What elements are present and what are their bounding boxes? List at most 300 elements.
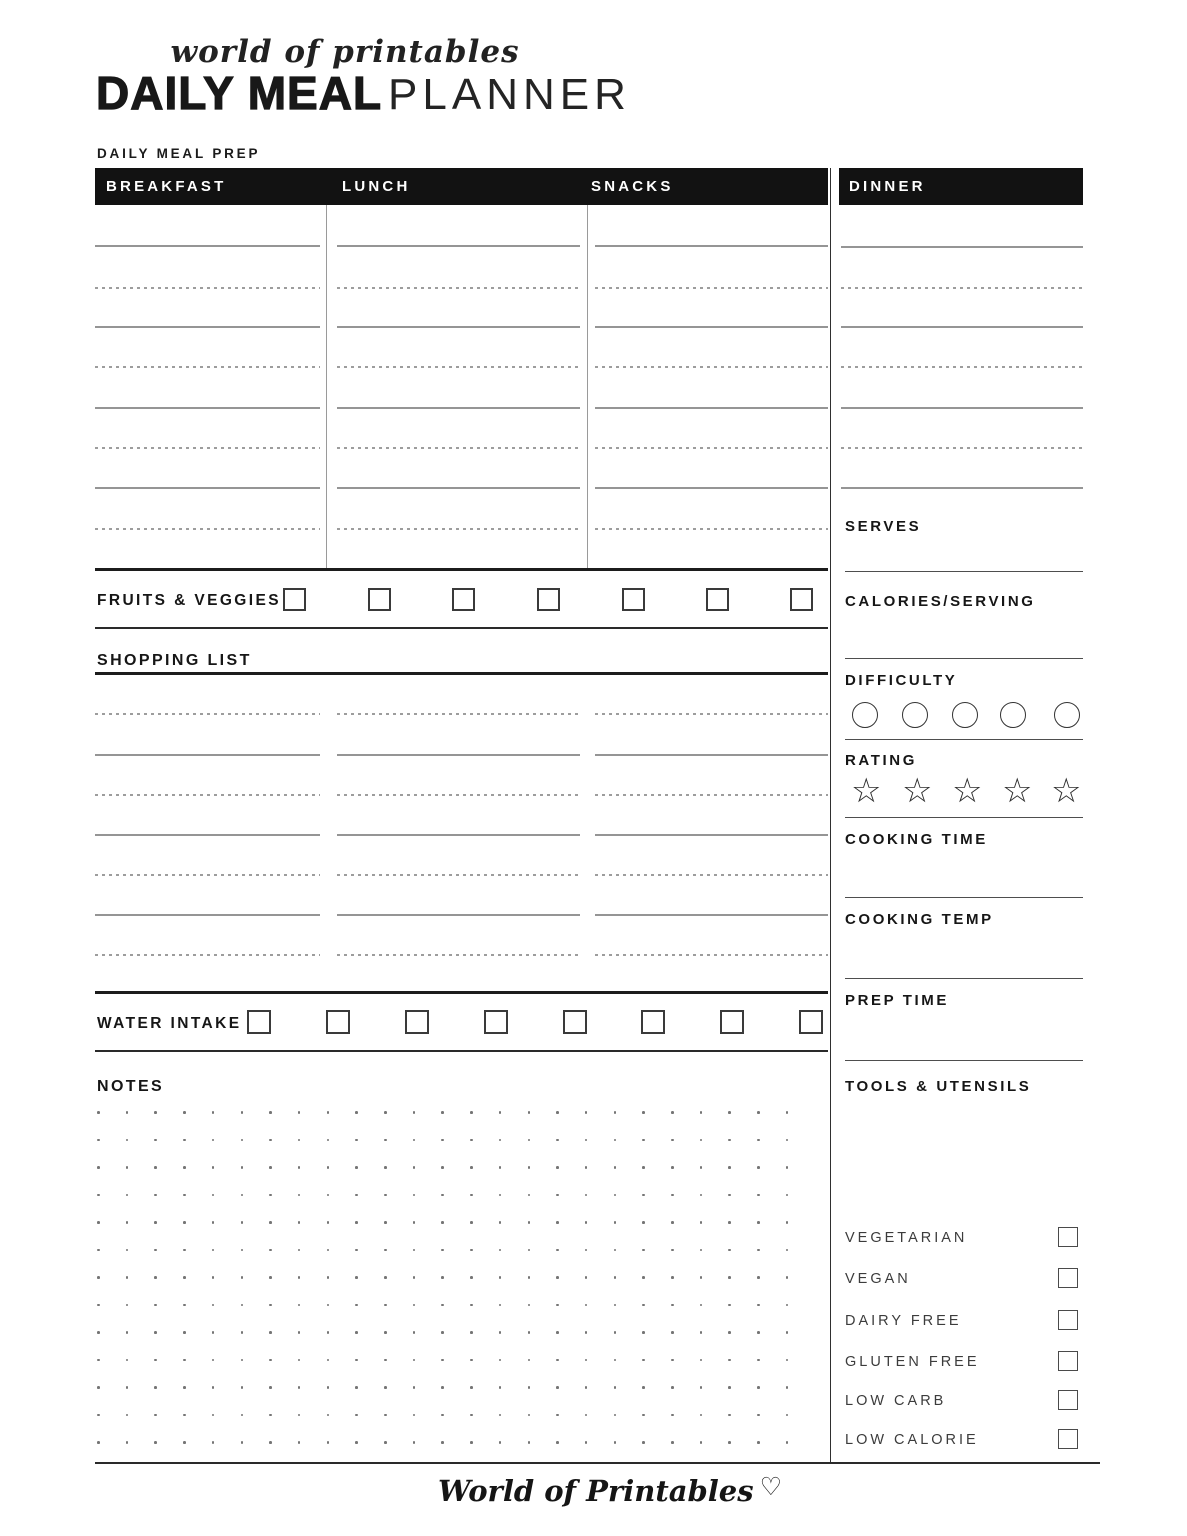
note-dot: [757, 1221, 760, 1224]
note-dot: [528, 1304, 531, 1307]
note-dot: [757, 1139, 760, 1142]
note-dot: [269, 1441, 272, 1444]
shopping-list-writing-line: [595, 914, 828, 916]
note-dot: [355, 1194, 358, 1197]
difficulty-circle[interactable]: [952, 702, 978, 728]
prep-time-label: PREP TIME: [845, 992, 949, 1009]
note-dot: [528, 1359, 531, 1362]
note-dot: [269, 1359, 272, 1362]
note-dot: [298, 1249, 301, 1252]
note-dot: [154, 1139, 157, 1142]
note-dot: [757, 1166, 760, 1169]
dinner-writing-line: [841, 246, 1083, 248]
column-header-dinner: DINNER: [849, 178, 926, 195]
meal-prep-writing-line: [95, 326, 320, 328]
rating-label: RATING: [845, 752, 917, 769]
note-dot: [757, 1304, 760, 1307]
note-dot: [642, 1331, 645, 1334]
note-dot: [97, 1166, 100, 1169]
note-dot: [413, 1441, 416, 1444]
note-dot: [126, 1194, 129, 1197]
note-dot: [728, 1359, 731, 1362]
dietary-label-gluten-free: GLUTEN FREE: [845, 1354, 980, 1370]
note-dot: [183, 1304, 186, 1307]
note-dot: [298, 1166, 301, 1169]
note-dot: [728, 1194, 731, 1197]
cooking-temp-label: COOKING TEMP: [845, 911, 994, 928]
note-dot: [97, 1304, 100, 1307]
note-dot: [183, 1221, 186, 1224]
water-intake-bottom-line: [95, 1050, 828, 1052]
note-dot: [327, 1221, 330, 1224]
note-dot: [183, 1111, 186, 1114]
note-dot: [212, 1359, 215, 1362]
note-dot: [298, 1111, 301, 1114]
note-dot: [786, 1331, 789, 1334]
note-dot: [728, 1249, 731, 1252]
note-dot: [585, 1194, 588, 1197]
note-dot: [384, 1331, 387, 1334]
note-dot: [528, 1139, 531, 1142]
note-dot: [298, 1276, 301, 1279]
note-dot: [700, 1221, 703, 1224]
note-dot: [470, 1441, 473, 1444]
serves-divider: [845, 571, 1083, 572]
meal-prep-writing-line: [595, 245, 828, 247]
note-dot: [470, 1414, 473, 1417]
note-dot: [241, 1359, 244, 1362]
note-dot: [528, 1414, 531, 1417]
meal-prep-table-bottom-line: [95, 568, 828, 571]
note-dot: [241, 1386, 244, 1389]
dietary-checkbox-vegan[interactable]: [1058, 1268, 1078, 1288]
water-intake-checkbox[interactable]: [799, 1010, 823, 1034]
note-dot: [413, 1249, 416, 1252]
dietary-checkbox-low-calorie[interactable]: [1058, 1429, 1078, 1449]
note-dot: [97, 1194, 100, 1197]
note-dot: [757, 1276, 760, 1279]
note-dot: [757, 1111, 760, 1114]
note-dot: [327, 1414, 330, 1417]
note-dot: [97, 1139, 100, 1142]
note-dot: [183, 1139, 186, 1142]
rating-star-icon[interactable]: ☆: [952, 771, 983, 811]
meal-prep-writing-line: [95, 287, 320, 289]
note-dot: [384, 1304, 387, 1307]
note-dot: [614, 1304, 617, 1307]
note-dot: [413, 1111, 416, 1114]
note-dot: [327, 1304, 330, 1307]
water-intake-checkbox[interactable]: [641, 1010, 665, 1034]
note-dot: [499, 1441, 502, 1444]
difficulty-label: DIFFICULTY: [845, 672, 958, 689]
fruits-veggies-checkbox[interactable]: [452, 588, 475, 611]
note-dot: [728, 1414, 731, 1417]
note-dot: [585, 1331, 588, 1334]
note-dot: [786, 1249, 789, 1252]
note-dot: [786, 1111, 789, 1114]
note-dot: [241, 1139, 244, 1142]
note-dot: [355, 1386, 358, 1389]
note-dot: [241, 1441, 244, 1444]
note-dot: [642, 1111, 645, 1114]
meal-prep-writing-line: [595, 447, 828, 449]
note-dot: [97, 1111, 100, 1114]
note-dot: [556, 1139, 559, 1142]
note-dot: [728, 1139, 731, 1142]
note-dot: [154, 1359, 157, 1362]
note-dot: [327, 1276, 330, 1279]
note-dot: [786, 1139, 789, 1142]
note-dot: [154, 1386, 157, 1389]
water-intake-checkbox[interactable]: [720, 1010, 744, 1034]
water-intake-checkbox[interactable]: [405, 1010, 429, 1034]
note-dot: [413, 1166, 416, 1169]
note-dot: [441, 1166, 444, 1169]
note-dot: [298, 1414, 301, 1417]
note-dot: [241, 1331, 244, 1334]
note-dot: [585, 1359, 588, 1362]
calories-divider: [845, 658, 1083, 659]
note-dot: [384, 1221, 387, 1224]
note-dot: [528, 1111, 531, 1114]
water-intake-checkbox[interactable]: [326, 1010, 350, 1034]
fruits-veggies-checkbox[interactable]: [368, 588, 391, 611]
note-dot: [642, 1359, 645, 1362]
meal-prep-writing-line: [337, 447, 580, 449]
note-dot: [470, 1221, 473, 1224]
water-intake-checkbox[interactable]: [563, 1010, 587, 1034]
difficulty-circle[interactable]: [1054, 702, 1080, 728]
note-dot: [528, 1331, 531, 1334]
note-dot: [528, 1386, 531, 1389]
note-dot: [327, 1139, 330, 1142]
difficulty-circle[interactable]: [852, 702, 878, 728]
note-dot: [441, 1276, 444, 1279]
note-dot: [614, 1194, 617, 1197]
daily-meal-prep-label: DAILY MEAL PREP: [97, 146, 261, 161]
note-dot: [528, 1249, 531, 1252]
note-dot: [642, 1194, 645, 1197]
note-dot: [154, 1221, 157, 1224]
note-dot: [269, 1414, 272, 1417]
meal-prep-writing-line: [95, 447, 320, 449]
note-dot: [614, 1276, 617, 1279]
shopping-list-writing-line: [337, 754, 580, 756]
note-dot: [671, 1194, 674, 1197]
note-dot: [355, 1139, 358, 1142]
note-dot: [728, 1331, 731, 1334]
note-dot: [126, 1331, 129, 1334]
dietary-label-vegan: VEGAN: [845, 1271, 911, 1287]
note-dot: [556, 1414, 559, 1417]
note-dot: [585, 1414, 588, 1417]
note-dot: [441, 1304, 444, 1307]
note-dot: [97, 1249, 100, 1252]
note-dot: [269, 1331, 272, 1334]
note-dot: [241, 1276, 244, 1279]
dinner-writing-line: [841, 326, 1083, 328]
water-intake-checkbox[interactable]: [247, 1010, 271, 1034]
note-dot: [212, 1111, 215, 1114]
note-dot: [269, 1249, 272, 1252]
cooking-time-divider: [845, 897, 1083, 898]
fruits-veggies-checkbox[interactable]: [622, 588, 645, 611]
note-dot: [241, 1111, 244, 1114]
page-title: [96, 67, 631, 119]
note-dot: [355, 1304, 358, 1307]
sidebar-vertical-divider: [830, 168, 831, 1462]
note-dot: [327, 1331, 330, 1334]
note-dot: [786, 1276, 789, 1279]
note-dot: [499, 1304, 502, 1307]
dietary-checkbox-dairy-free[interactable]: [1058, 1310, 1078, 1330]
note-dot: [499, 1331, 502, 1334]
rating-star-icon[interactable]: ☆: [851, 771, 882, 811]
meal-prep-writing-line: [595, 326, 828, 328]
note-dot: [728, 1386, 731, 1389]
note-dot: [269, 1221, 272, 1224]
note-dot: [327, 1111, 330, 1114]
note-dot: [499, 1111, 502, 1114]
note-dot: [355, 1276, 358, 1279]
water-intake-checkbox[interactable]: [484, 1010, 508, 1034]
note-dot: [671, 1166, 674, 1169]
note-dot: [671, 1359, 674, 1362]
note-dot: [269, 1139, 272, 1142]
dinner-writing-line: [841, 287, 1083, 289]
table-column-separator: [587, 205, 588, 568]
note-dot: [499, 1194, 502, 1197]
note-dot: [728, 1111, 731, 1114]
note-dot: [212, 1414, 215, 1417]
note-dot: [97, 1276, 100, 1279]
note-dot: [183, 1249, 186, 1252]
note-dot: [413, 1194, 416, 1197]
shopping-list-title-underline: [95, 672, 828, 675]
note-dot: [671, 1414, 674, 1417]
note-dot: [556, 1386, 559, 1389]
note-dot: [126, 1441, 129, 1444]
meal-prep-writing-line: [337, 287, 580, 289]
note-dot: [384, 1414, 387, 1417]
note-dot: [614, 1359, 617, 1362]
calories-serving-label: CALORIES/SERVING: [845, 593, 1036, 610]
note-dot: [154, 1166, 157, 1169]
meal-prep-writing-line: [595, 287, 828, 289]
note-dot: [298, 1386, 301, 1389]
note-dot: [556, 1194, 559, 1197]
note-dot: [441, 1331, 444, 1334]
fruits-veggies-checkbox[interactable]: [537, 588, 560, 611]
note-dot: [470, 1139, 473, 1142]
note-dot: [154, 1414, 157, 1417]
note-dot: [614, 1441, 617, 1444]
note-dot: [126, 1111, 129, 1114]
note-dot: [556, 1111, 559, 1114]
shopping-list-writing-line: [95, 954, 320, 956]
note-dot: [154, 1441, 157, 1444]
note-dot: [556, 1166, 559, 1169]
note-dot: [470, 1359, 473, 1362]
column-header-snacks: SNACKS: [591, 178, 674, 195]
note-dot: [327, 1386, 330, 1389]
note-dot: [757, 1194, 760, 1197]
dinner-header-bar: [839, 168, 1083, 205]
note-dot: [126, 1166, 129, 1169]
note-dot: [327, 1441, 330, 1444]
note-dot: [642, 1304, 645, 1307]
note-dot: [499, 1276, 502, 1279]
note-dot: [556, 1221, 559, 1224]
meal-prep-writing-line: [95, 366, 320, 368]
note-dot: [700, 1304, 703, 1307]
note-dot: [585, 1386, 588, 1389]
shopping-list-writing-line: [337, 914, 580, 916]
note-dot: [441, 1359, 444, 1362]
fruits-veggies-checkbox[interactable]: [706, 588, 729, 611]
note-dot: [499, 1139, 502, 1142]
page-bottom-line: [95, 1462, 1100, 1464]
note-dot: [327, 1166, 330, 1169]
note-dot: [413, 1414, 416, 1417]
note-dot: [241, 1249, 244, 1252]
note-dot: [642, 1221, 645, 1224]
note-dot: [642, 1249, 645, 1252]
serves-label: SERVES: [845, 518, 922, 535]
note-dot: [413, 1386, 416, 1389]
note-dot: [585, 1441, 588, 1444]
difficulty-circle[interactable]: [1000, 702, 1026, 728]
note-dot: [241, 1194, 244, 1197]
note-dot: [241, 1414, 244, 1417]
note-dot: [355, 1331, 358, 1334]
meal-prep-writing-line: [337, 487, 580, 489]
shopping-list-writing-line: [337, 874, 580, 876]
note-dot: [499, 1386, 502, 1389]
column-header-breakfast: BREAKFAST: [106, 178, 227, 195]
note-dot: [671, 1249, 674, 1252]
note-dot: [499, 1166, 502, 1169]
note-dot: [183, 1194, 186, 1197]
note-dot: [126, 1139, 129, 1142]
dietary-label-low-carb: LOW CARB: [845, 1393, 947, 1409]
note-dot: [614, 1111, 617, 1114]
note-dot: [183, 1359, 186, 1362]
note-dot: [441, 1221, 444, 1224]
note-dot: [700, 1249, 703, 1252]
note-dot: [298, 1359, 301, 1362]
shopping-list-writing-line: [337, 954, 580, 956]
note-dot: [528, 1276, 531, 1279]
note-dot: [441, 1139, 444, 1142]
dietary-checkbox-low-carb[interactable]: [1058, 1390, 1078, 1410]
note-dot: [298, 1139, 301, 1142]
note-dot: [212, 1304, 215, 1307]
note-dot: [528, 1194, 531, 1197]
note-dot: [642, 1276, 645, 1279]
rating-star-icon[interactable]: ☆: [1051, 771, 1082, 811]
note-dot: [786, 1194, 789, 1197]
note-dot: [212, 1276, 215, 1279]
dietary-checkbox-gluten-free[interactable]: [1058, 1351, 1078, 1371]
note-dot: [154, 1111, 157, 1114]
shopping-list-writing-line: [95, 834, 320, 836]
shopping-list-writing-line: [595, 954, 828, 956]
note-dot: [556, 1331, 559, 1334]
shopping-list-writing-line: [595, 834, 828, 836]
note-dot: [786, 1359, 789, 1362]
fruits-veggies-bottom-line: [95, 627, 828, 629]
shopping-list-writing-line: [95, 914, 320, 916]
note-dot: [585, 1276, 588, 1279]
note-dot: [614, 1221, 617, 1224]
note-dot: [470, 1111, 473, 1114]
shopping-list-writing-line: [337, 713, 580, 715]
meal-prep-writing-line: [595, 487, 828, 489]
note-dot: [757, 1331, 760, 1334]
dietary-label-vegetarian: VEGETARIAN: [845, 1230, 968, 1246]
note-dot: [355, 1359, 358, 1362]
note-dot: [556, 1359, 559, 1362]
brand-script-text: world of printables: [170, 34, 520, 70]
note-dot: [183, 1386, 186, 1389]
note-dot: [556, 1276, 559, 1279]
note-dot: [97, 1441, 100, 1444]
note-dot: [97, 1221, 100, 1224]
note-dot: [269, 1386, 272, 1389]
note-dot: [241, 1221, 244, 1224]
note-dot: [556, 1249, 559, 1252]
note-dot: [183, 1441, 186, 1444]
rating-star-icon[interactable]: ☆: [1002, 771, 1033, 811]
note-dot: [757, 1359, 760, 1362]
note-dot: [126, 1249, 129, 1252]
fruits-veggies-label: FRUITS & VEGGIES: [97, 592, 281, 609]
note-dot: [470, 1166, 473, 1169]
note-dot: [441, 1194, 444, 1197]
dietary-checkbox-vegetarian[interactable]: [1058, 1227, 1078, 1247]
note-dot: [700, 1441, 703, 1444]
note-dot: [441, 1414, 444, 1417]
meal-prep-writing-line: [95, 487, 320, 489]
note-dot: [786, 1441, 789, 1444]
fruits-veggies-checkbox[interactable]: [790, 588, 813, 611]
note-dot: [413, 1331, 416, 1334]
shopping-list-writing-line: [95, 874, 320, 876]
water-intake-top-line: [95, 991, 828, 994]
note-dot: [384, 1139, 387, 1142]
meal-prep-writing-line: [337, 366, 580, 368]
rating-star-icon[interactable]: ☆: [902, 771, 933, 811]
note-dot: [298, 1441, 301, 1444]
meal-prep-writing-line: [95, 245, 320, 247]
meal-prep-writing-line: [95, 528, 320, 530]
note-dot: [212, 1166, 215, 1169]
note-dot: [585, 1221, 588, 1224]
difficulty-circle[interactable]: [902, 702, 928, 728]
note-dot: [614, 1386, 617, 1389]
note-dot: [269, 1194, 272, 1197]
note-dot: [269, 1111, 272, 1114]
note-dot: [700, 1359, 703, 1362]
note-dot: [97, 1414, 100, 1417]
note-dot: [700, 1276, 703, 1279]
note-dot: [154, 1249, 157, 1252]
note-dot: [700, 1166, 703, 1169]
fruits-veggies-checkbox[interactable]: [283, 588, 306, 611]
note-dot: [671, 1331, 674, 1334]
